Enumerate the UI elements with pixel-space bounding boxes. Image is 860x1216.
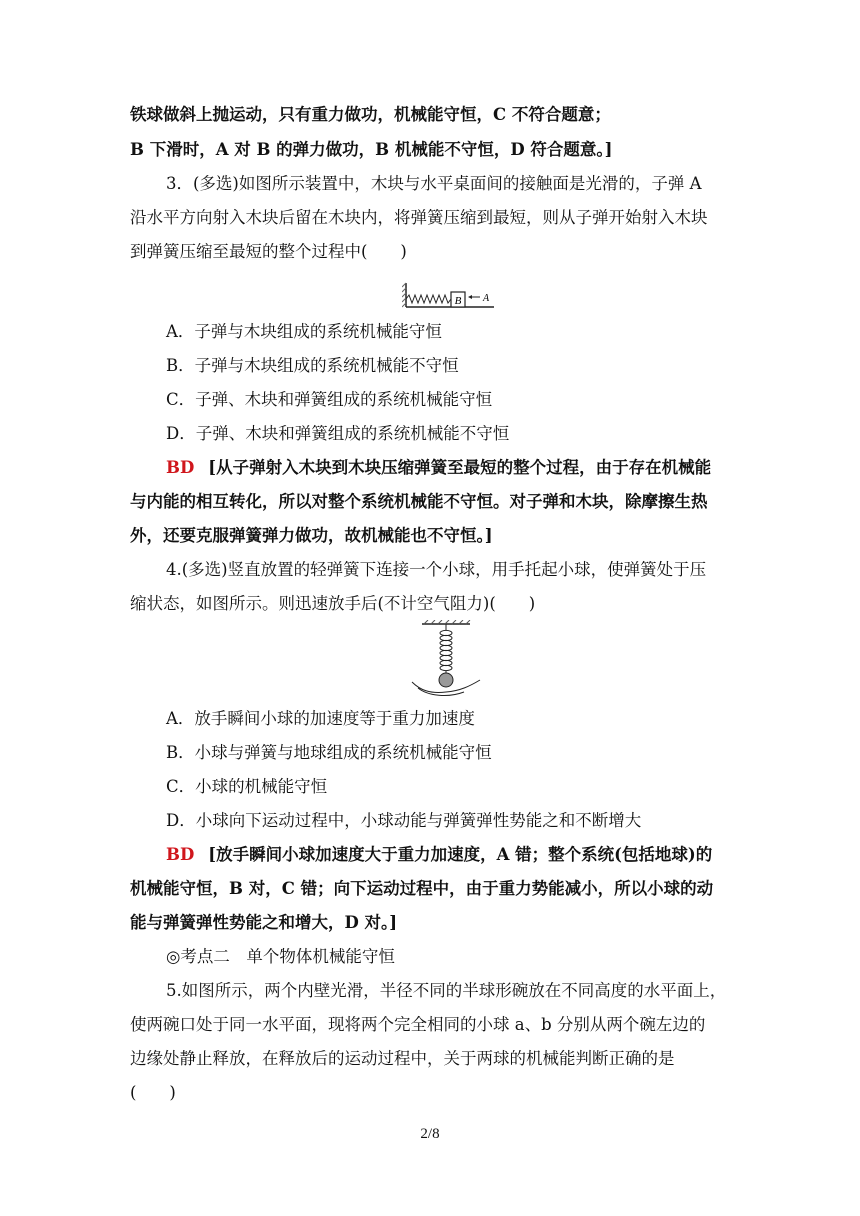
prev-answer-line-1: 铁球做斜上抛运动，只有重力做功，机械能守恒，C 不符合题意； bbox=[130, 105, 611, 124]
q4-option-d: D．小球向下运动过程中，小球动能与弹簧弹性势能之和不断增大 bbox=[166, 811, 642, 830]
q3-explanation-line-3: 外，还要克服弹簧弹力做功，故机械能也不守恒。] bbox=[130, 526, 493, 545]
block-b-label: B bbox=[454, 295, 462, 307]
q3-option-c: C．子弹、木块和弹簧组成的系统机械能守恒 bbox=[166, 390, 493, 409]
prev-answer-line-2: B 下滑时，A 对 B 的弹力做功，B 机械能不守恒，D 符合题意。] bbox=[130, 140, 613, 159]
spring-horizontal bbox=[406, 295, 451, 303]
q3-option-b: B．子弹与木块组成的系统机械能不守恒 bbox=[166, 356, 459, 375]
q4-explanation-line-2: 机械能守恒，B 对，C 错；向下运动过程中，由于重力势能减小，所以小球的动 bbox=[130, 879, 714, 898]
q3-option-d: D．子弹、木块和弹簧组成的系统机械能不守恒 bbox=[166, 424, 510, 443]
ball bbox=[439, 673, 453, 687]
q4-option-b: B．小球与弹簧与地球组成的系统机械能守恒 bbox=[166, 743, 492, 762]
q3-answer-key: BD bbox=[166, 458, 195, 477]
q3-explanation-line-1 bbox=[166, 456, 730, 480]
q5-stem-line-2: 使两碗口处于同一水平面，现将两个完全相同的小球 a、b 分别从两个碗左边的 bbox=[130, 1015, 706, 1034]
q4-option-a: A．放手瞬间小球的加速度等于重力加速度 bbox=[166, 709, 475, 728]
q3-stem-line-3: 到弹簧压缩至最短的整个过程中( ) bbox=[130, 242, 407, 261]
bullet-a-label: A bbox=[483, 293, 490, 304]
vertical-spring-figure bbox=[408, 620, 484, 698]
q4-answer-key: BD bbox=[166, 845, 195, 864]
q4-explanation-line-1 bbox=[166, 843, 730, 867]
spring-block-figure bbox=[402, 280, 498, 310]
q4-stem-line-2: 缩状态，如图所示。则迅速放手后(不计空气阻力)( ) bbox=[130, 594, 536, 613]
q4-option-c: C．小球的机械能守恒 bbox=[166, 777, 328, 796]
q3-explanation-line-2: 与内能的相互转化，所以对整个系统机械能不守恒。对子弹和木块，除摩擦生热 bbox=[130, 492, 708, 511]
spring-vertical bbox=[440, 630, 452, 670]
section-heading: ◎考点二 单个物体机械能守恒 bbox=[166, 947, 395, 966]
q5-stem-line-3: 边缘处静止释放，在释放后的运动过程中，关于两球的机械能判断正确的是 bbox=[130, 1049, 675, 1068]
q3-explanation-text: [从子弹射入木块到木块压缩弹簧至最短的整个过程，由于存在机械能 bbox=[208, 458, 712, 477]
q5-stem-line-1: 5.如图所示，两个内壁光滑，半径不同的半球形碗放在不同高度的水平面上， bbox=[166, 981, 727, 1000]
bullet-arrow-head bbox=[468, 295, 472, 299]
q5-stem-line-4: ( ) bbox=[130, 1083, 176, 1102]
q4-explanation-line-3: 能与弹簧弹性势能之和增大，D 对。] bbox=[130, 913, 398, 932]
q3-option-a: A．子弹与木块组成的系统机械能守恒 bbox=[166, 322, 442, 341]
q4-explanation-text: [放手瞬间小球加速度大于重力加速度，A 错；整个系统(包括地球)的 bbox=[208, 845, 713, 864]
q3-stem-line-1: 3．(多选)如图所示装置中，木块与水平桌面间的接触面是光滑的，子弹 A bbox=[166, 174, 702, 193]
q4-stem-line-1: 4.(多选)竖直放置的轻弹簧下连接一个小球，用手托起小球，使弹簧处于压 bbox=[166, 560, 707, 579]
q3-stem-line-2: 沿水平方向射入木块后留在木块内，将弹簧压缩到最短，则从子弹开始射入木块 bbox=[130, 208, 708, 227]
page-number: 2/8 bbox=[420, 1126, 440, 1142]
